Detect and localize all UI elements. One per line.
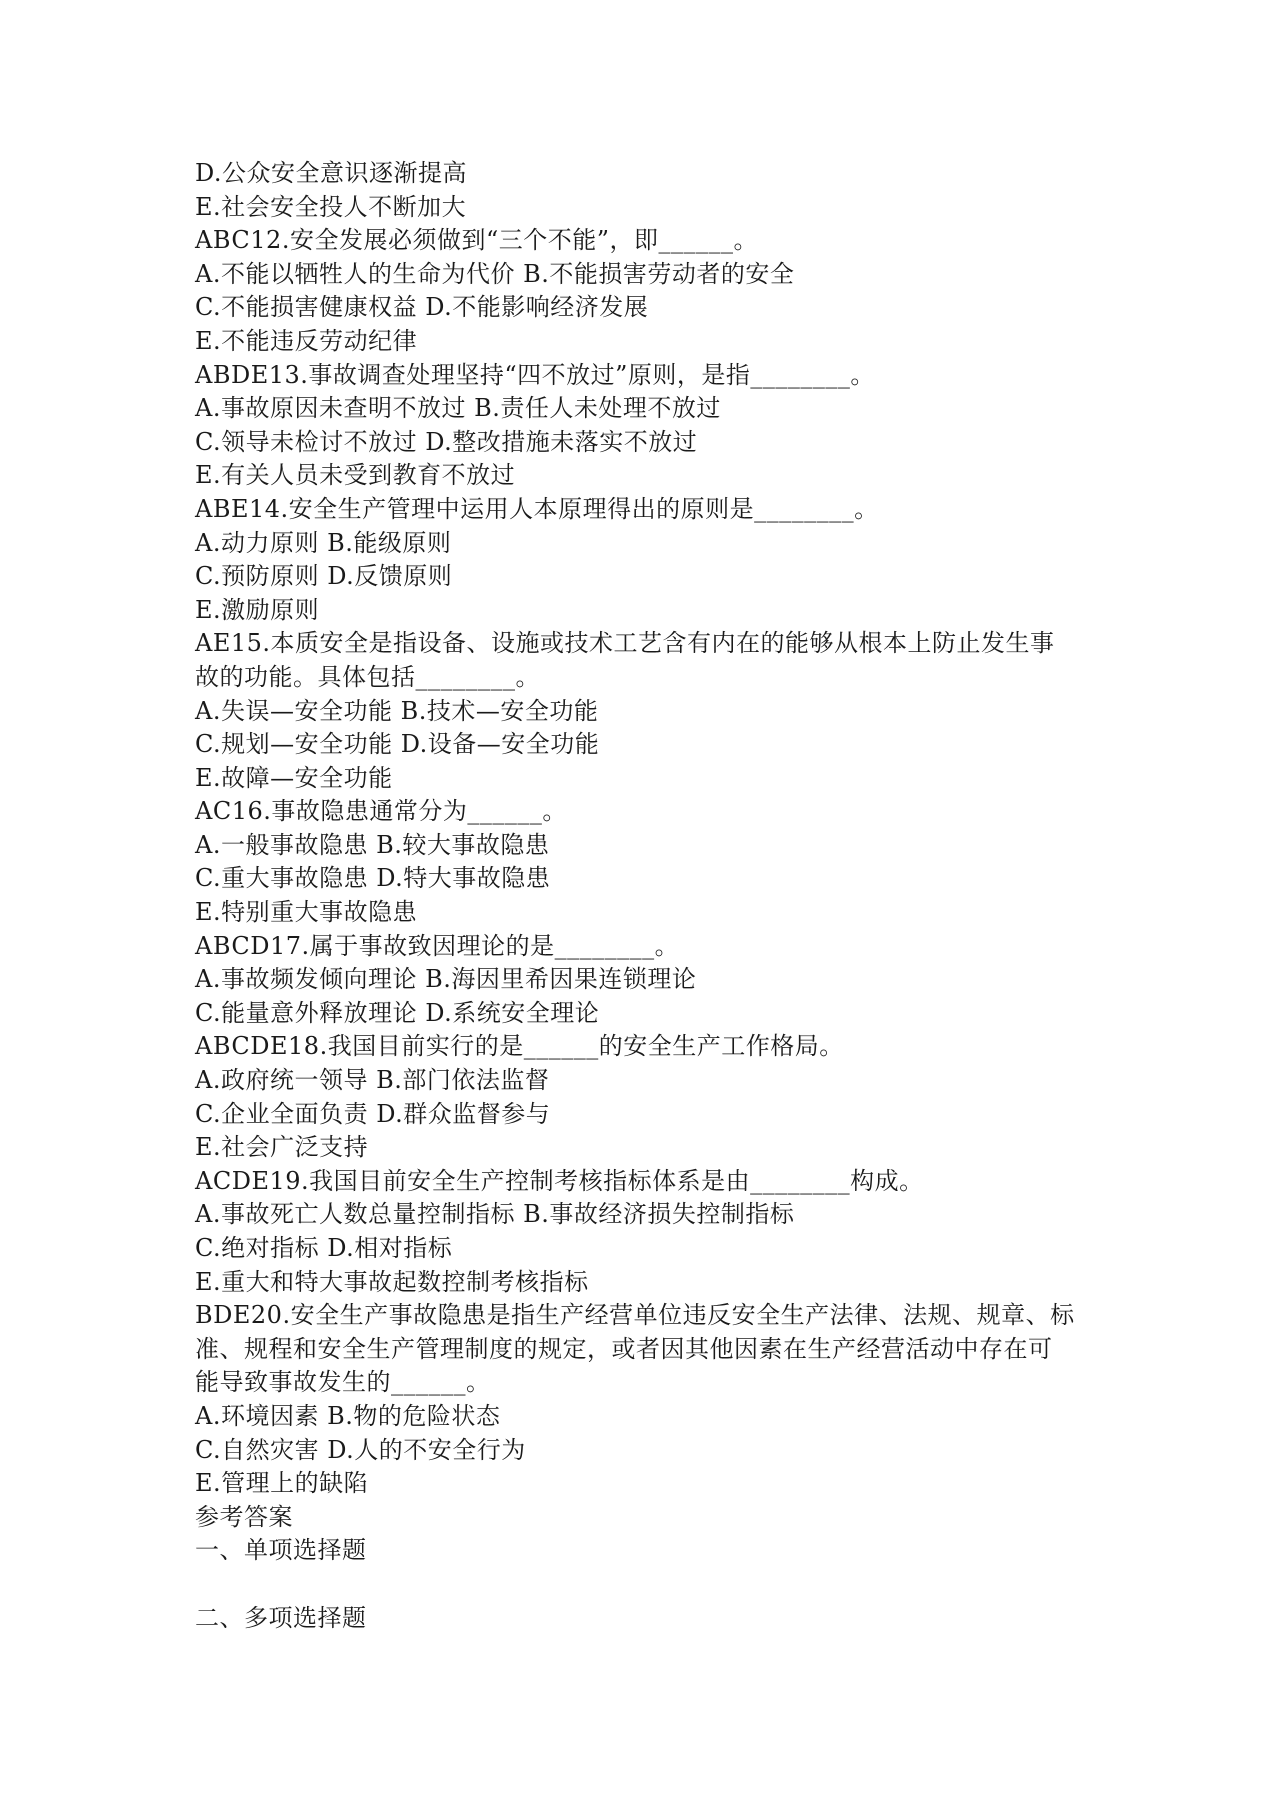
question-line: ABC12.安全发展必须做到“三个不能”，即______。 <box>195 226 758 255</box>
question-line: AC16.事故隐患通常分为______。 <box>195 797 567 826</box>
option-line: C.规划—安全功能 D.设备—安全功能 <box>195 730 600 759</box>
option-line: C.不能损害健康权益 D.不能影响经济发展 <box>195 293 649 322</box>
option-line: C.能量意外释放理论 D.系统安全理论 <box>195 998 600 1027</box>
option-line: A.事故死亡人数总量控制指标 B.事故经济损失控制指标 <box>195 1200 795 1229</box>
option-line: E.重大和特大事故起数控制考核指标 <box>195 1267 589 1296</box>
option-line: A.事故频发倾向理论 B.海因里希因果连锁理论 <box>195 965 697 994</box>
question-line: ABCDE18.我国目前实行的是______的安全生产工作格局。 <box>195 1032 844 1061</box>
option-line: E.故障—安全功能 <box>195 763 393 792</box>
option-line: C.企业全面负责 D.群众监督参与 <box>195 1099 551 1128</box>
option-line: A.动力原则 B.能级原则 <box>195 528 452 557</box>
option-line: C.自然灾害 D.人的不安全行为 <box>195 1435 526 1464</box>
option-line: E.有关人员未受到教育不放过 <box>195 461 516 490</box>
section-heading: 一、单项选择题 <box>195 1536 367 1565</box>
text-line: E.社会安全投人不断加大 <box>195 192 467 221</box>
question-line: ABCD17.属于事故致因理论的是________。 <box>195 931 680 960</box>
option-line: C.绝对指标 D.相对指标 <box>195 1234 453 1262</box>
option-line: E.特别重大事故隐患 <box>195 898 418 927</box>
question-line: BDE20.安全生产事故隐患是指生产经营单位违反安全生产法律、法规、规章、标 <box>195 1301 1075 1330</box>
option-line: E.社会广泛支持 <box>195 1133 369 1162</box>
document-page <box>195 157 1095 1635</box>
option-line: E.管理上的缺陷 <box>195 1469 369 1498</box>
text-line: D.公众安全意识逐渐提高 <box>195 159 468 187</box>
option-line: C.预防原则 D.反馈原则 <box>195 562 453 591</box>
option-line: A.失误—安全功能 B.技术—安全功能 <box>195 696 599 725</box>
option-line: A.一般事故隐患 B.较大事故隐患 <box>195 830 550 859</box>
section-heading: 二、多项选择题 <box>195 1603 367 1632</box>
option-line: E.激励原则 <box>195 595 320 624</box>
question-line: ACDE19.我国目前安全生产控制考核指标体系是由________构成。 <box>195 1166 924 1195</box>
option-line: C.领导未检讨不放过 D.整改措施未落实不放过 <box>195 427 698 456</box>
question-line: ABDE13.事故调查处理坚持“四不放过”原则，是指________。 <box>195 360 875 389</box>
option-line: A.不能以牺牲人的生命为代价 B.不能损害劳动者的安全 <box>195 259 795 288</box>
question-line: AE15.本质安全是指设备、设施或技术工艺含有内在的能够从根本上防止发生事 <box>195 629 1055 658</box>
option-line: E.不能违反劳动纪律 <box>195 326 418 355</box>
question-line: ABE14.安全生产管理中运用人本原理得出的原则是________。 <box>195 494 879 523</box>
question-line: 故的功能。具体包括________。 <box>195 662 540 691</box>
question-line: 能导致事故发生的______。 <box>195 1368 491 1397</box>
option-line: A.环境因素 B.物的危险状态 <box>195 1401 501 1430</box>
option-line: A.事故原因未查明不放过 B.责任人未处理不放过 <box>195 394 721 423</box>
question-line: 准、规程和安全生产管理制度的规定，或者因其他因素在生产经营活动中存在可 <box>195 1334 1053 1363</box>
blank-line <box>195 1568 1095 1602</box>
option-line: A.政府统一领导 B.部门依法监督 <box>195 1066 550 1095</box>
option-line: C.重大事故隐患 D.特大事故隐患 <box>195 864 551 893</box>
section-heading: 参考答案 <box>195 1502 293 1531</box>
